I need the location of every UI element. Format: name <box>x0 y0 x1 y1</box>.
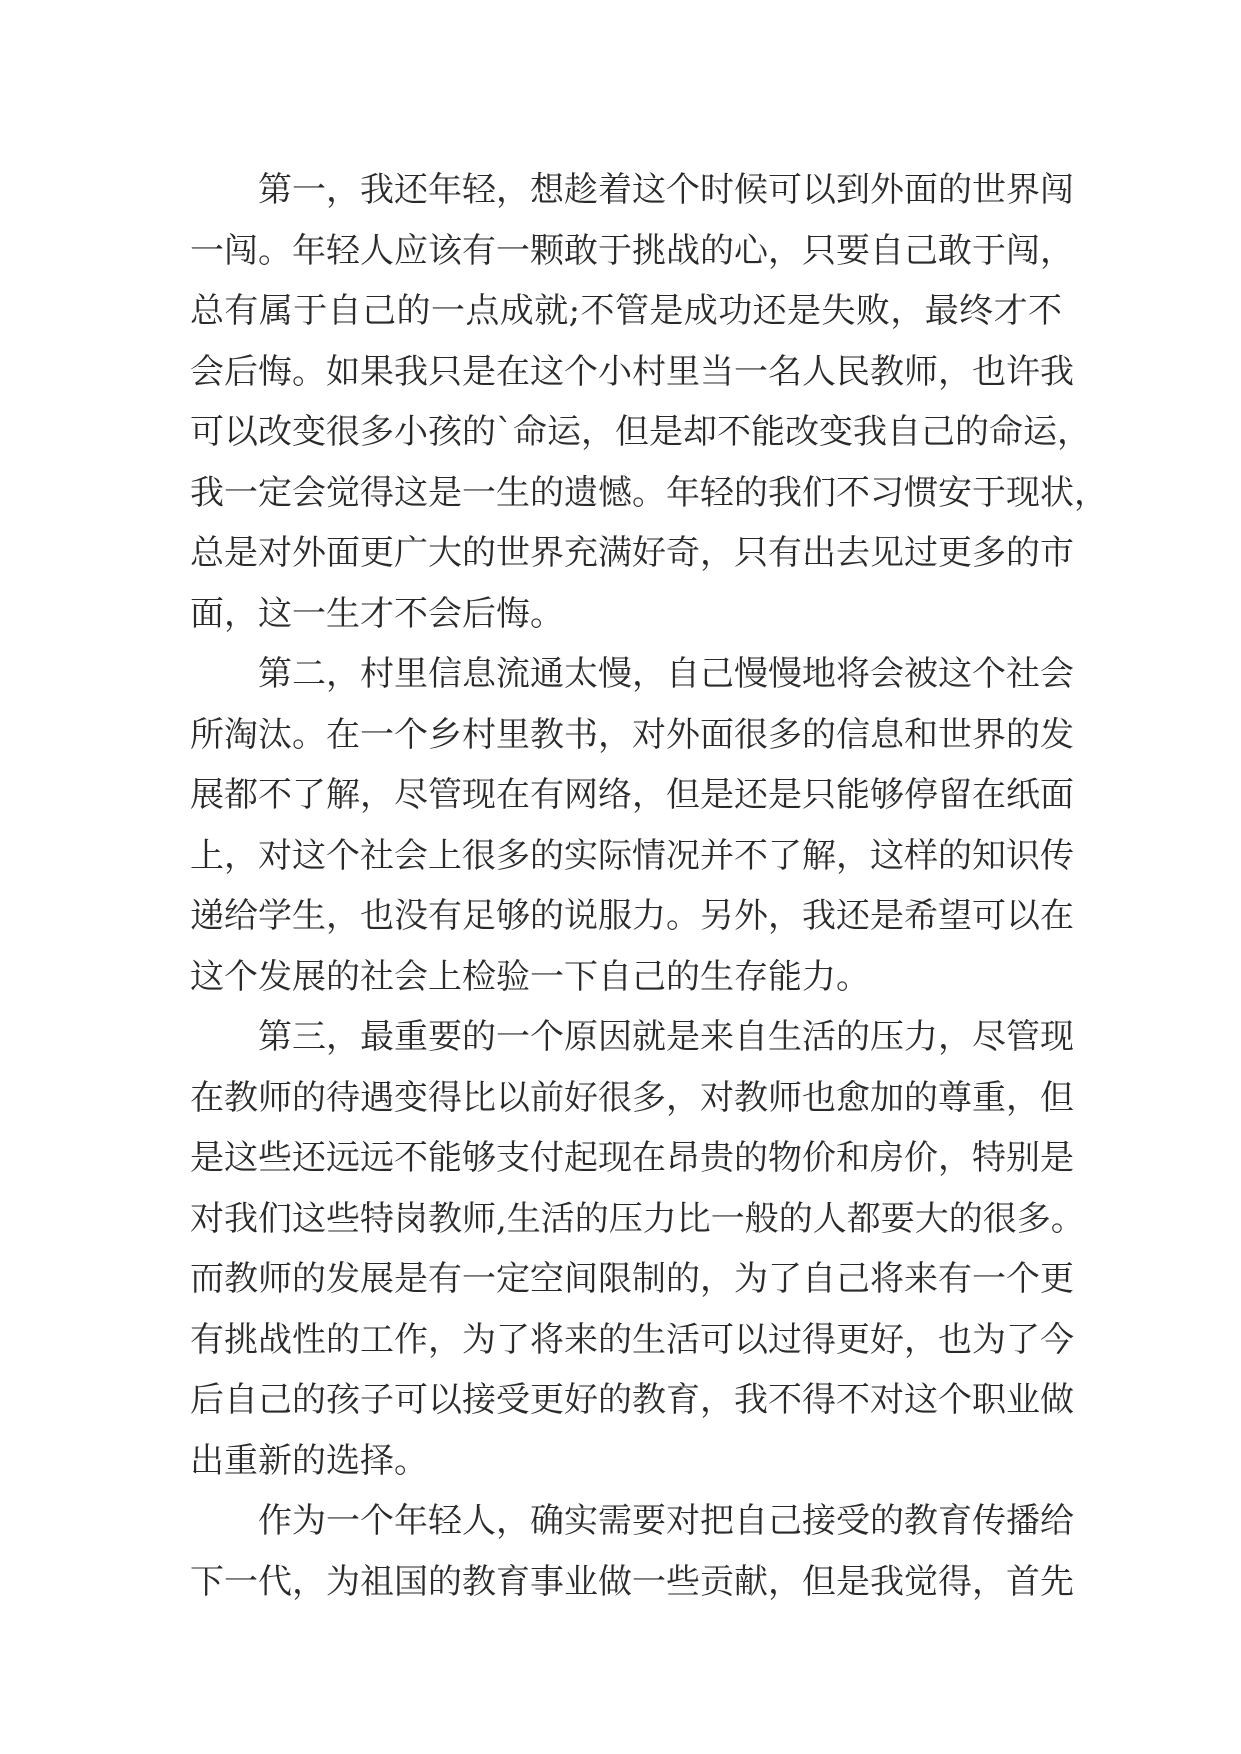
text-line: 总是对外面更广大的世界充满好奇，只有出去见过更多的市 <box>190 533 1074 573</box>
text-line: 在教师的待遇变得比以前好很多，对教师也愈加的尊重，但 <box>190 1077 1074 1118</box>
text-line: 这个发展的社会上检验一下自己的生存能力。 <box>190 956 870 997</box>
text-line: 面，这一生才不会后悔。 <box>190 593 564 634</box>
paragraph-2 <box>190 644 1074 1007</box>
text-line: 是这些还远远不能够支付起现在昂贵的物价和房价，特别是 <box>190 1138 1074 1178</box>
paragraph-4 <box>190 1491 1074 1612</box>
text-line: 会后悔。如果我只是在这个小村里当一名人民教师，也许我 <box>190 351 1074 392</box>
text-line: 可以改变很多小孩的`命运，但是却不能改变我自己的命运， <box>190 412 1091 452</box>
text-line: 有挑战性的工作，为了将来的生活可以过得更好，也为了今 <box>190 1319 1074 1360</box>
document-body <box>190 160 1108 1612</box>
text-line: 出重新的选择。 <box>190 1440 428 1481</box>
text-line: 后自己的孩子可以接受更好的教育，我不得不对这个职业做 <box>190 1380 1074 1420</box>
text-line: 作为一个年轻人，确实需要对把自己接受的教育传播给 <box>258 1501 1074 1541</box>
text-line: 我一定会觉得这是一生的遗憾。年轻的我们不习惯安于现状， <box>190 472 1108 513</box>
text-line: 一闯。年轻人应该有一颗敢于挑战的心，只要自己敢于闯， <box>190 230 1074 271</box>
text-line: 上，对这个社会上很多的实际情况并不了解，这样的知识传 <box>190 835 1074 876</box>
text-line: 总有属于自己的一点成就;不管是成功还是失败，最终才不 <box>190 291 1062 331</box>
text-line: 第二，村里信息流通太慢，自己慢慢地将会被这个社会 <box>258 654 1074 694</box>
paragraph-3 <box>190 1007 1085 1491</box>
text-line: 下一代，为祖国的教育事业做一些贡献，但是我觉得，首先 <box>190 1561 1074 1602</box>
text-line: 第一，我还年轻，想趁着这个时候可以到外面的世界闯 <box>258 170 1074 210</box>
text-line: 展都不了解，尽管现在有网络，但是还是只能够停留在纸面 <box>190 775 1074 815</box>
text-line: 第三，最重要的一个原因就是来自生活的压力，尽管现 <box>258 1017 1074 1057</box>
text-line: 对我们这些特岗教师,生活的压力比一般的人都要大的很多。 <box>190 1198 1085 1239</box>
text-line: 所淘汰。在一个乡村里教书，对外面很多的信息和世界的发 <box>190 714 1074 755</box>
text-line: 递给学生，也没有足够的说服力。另外，我还是希望可以在 <box>190 896 1074 936</box>
text-line: 而教师的发展是有一定空间限制的，为了自己将来有一个更 <box>190 1259 1074 1299</box>
paragraph-1 <box>190 160 1108 644</box>
